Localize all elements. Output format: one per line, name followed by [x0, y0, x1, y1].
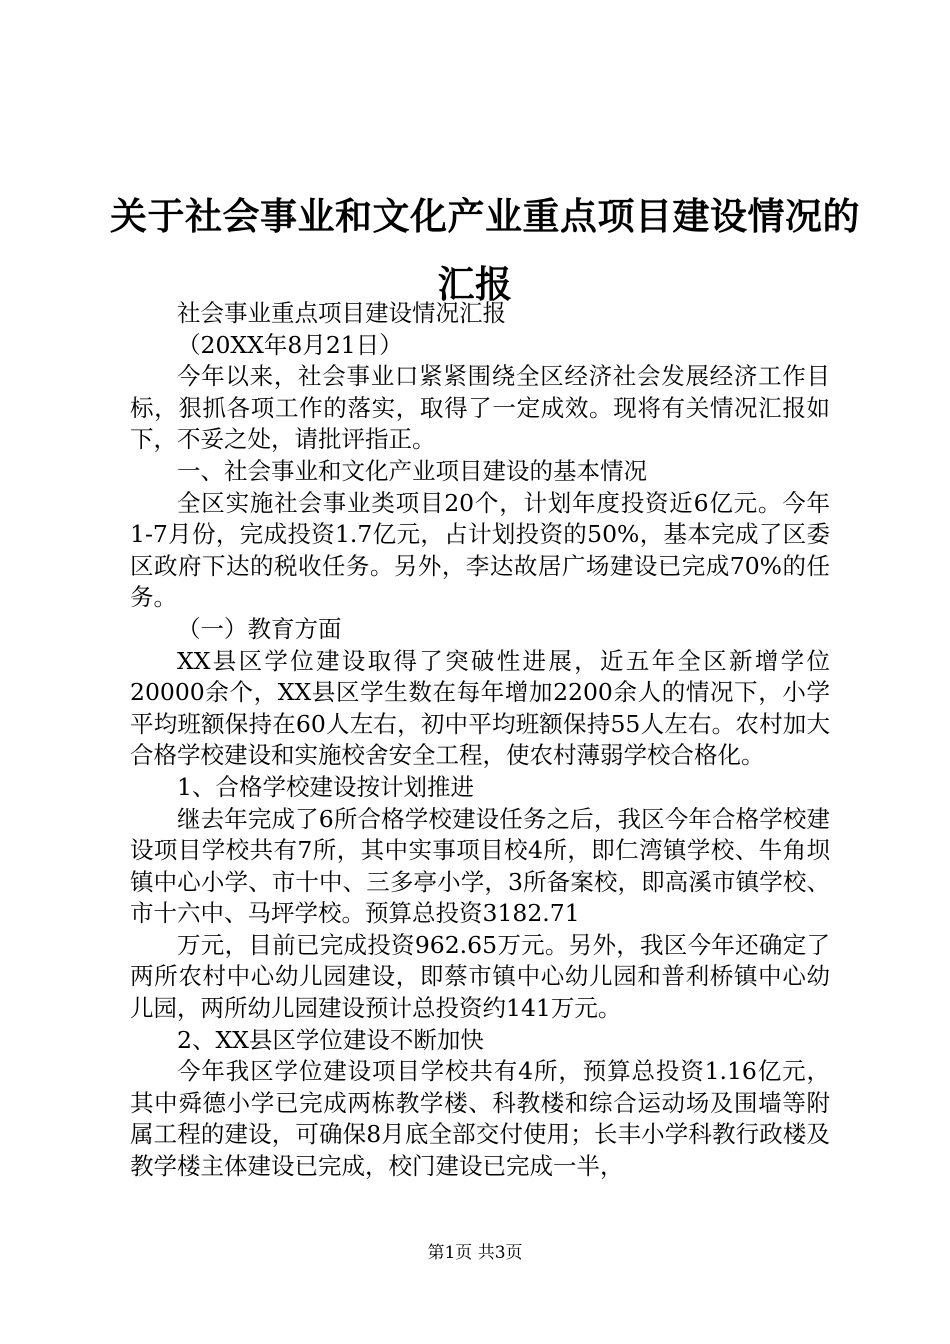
item-heading-2: 2、XX县区学位建设不断加快 — [177, 1025, 484, 1054]
subsection-heading-education: （一）教育方面 — [177, 614, 342, 643]
subtitle: 社会事业重点项目建设情况汇报 — [177, 299, 506, 327]
paragraph-investment: 万元，目前已完成投资962.65万元。另外，我区今年还确定了两所农村中心幼儿园建设，即蔡市镇中心幼儿园和普利桥镇中心幼儿园，两所幼儿园建设预计总投资约141万元。 — [130, 930, 830, 1023]
date-line: （20XX年8月21日） — [177, 330, 403, 359]
paragraph-degree-construction: 今年我区学位建设项目学校共有4所，预算总投资1.16亿元，其中舜德小学已完成两栋教学楼、科教楼和综合运动场及围墙等附属工程的建设，可确保8月底全部交付使用；长丰小学科教行政楼及教学楼主体建设已完成，校门建设已完成一半， — [130, 1057, 830, 1181]
page-number-footer: 第1页 共3页 — [427, 1243, 523, 1263]
section-heading-1: 一、社会事业和文化产业项目建设的基本情况 — [177, 456, 647, 485]
paragraph-qualified-schools: 继去年完成了6所合格学校建设任务之后，我区今年合格学校建设项目学校共有7所，其中实事项目校4所，即仁湾镇学校、牛角坝镇中心小学、市十中、三多亭小学，3所备案校，即高溪市镇学校、市十六中、马坪学校。预算总投资3182.71 — [130, 804, 830, 928]
title-line-1: 关于社会事业和文化产业重点项目建设情况的 — [110, 195, 860, 238]
item-heading-1: 1、合格学校建设按计划推进 — [177, 772, 474, 801]
paragraph-intro: 今年以来，社会事业口紧紧围绕全区经济社会发展经济工作目标，狠抓各项工作的落实，取得了一定成效。现将有关情况汇报如下，不妥之处，请批评指正。 — [130, 362, 830, 454]
paragraph-overview: 全区实施社会事业类项目20个，计划年度投资近6亿元。今年1-7月份，完成投资1.7亿元，占计划投资的50%，基本完成了区委区政府下达的税收任务。另外，李达故居广场建设已完成70%的任务。 — [130, 488, 830, 612]
paragraph-education: XX县区学位建设取得了突破性进展，近五年全区新增学位20000余个，XX县区学生数在每年增加2200余人的情况下，小学平均班额保持在60人左右，初中平均班额保持55人左右。农村加大合格学校建设和实施校舍安全工程，使农村薄弱学校合格化。 — [130, 646, 830, 770]
title-line-2: 汇报 — [437, 263, 513, 306]
document-body — [130, 298, 830, 1183]
